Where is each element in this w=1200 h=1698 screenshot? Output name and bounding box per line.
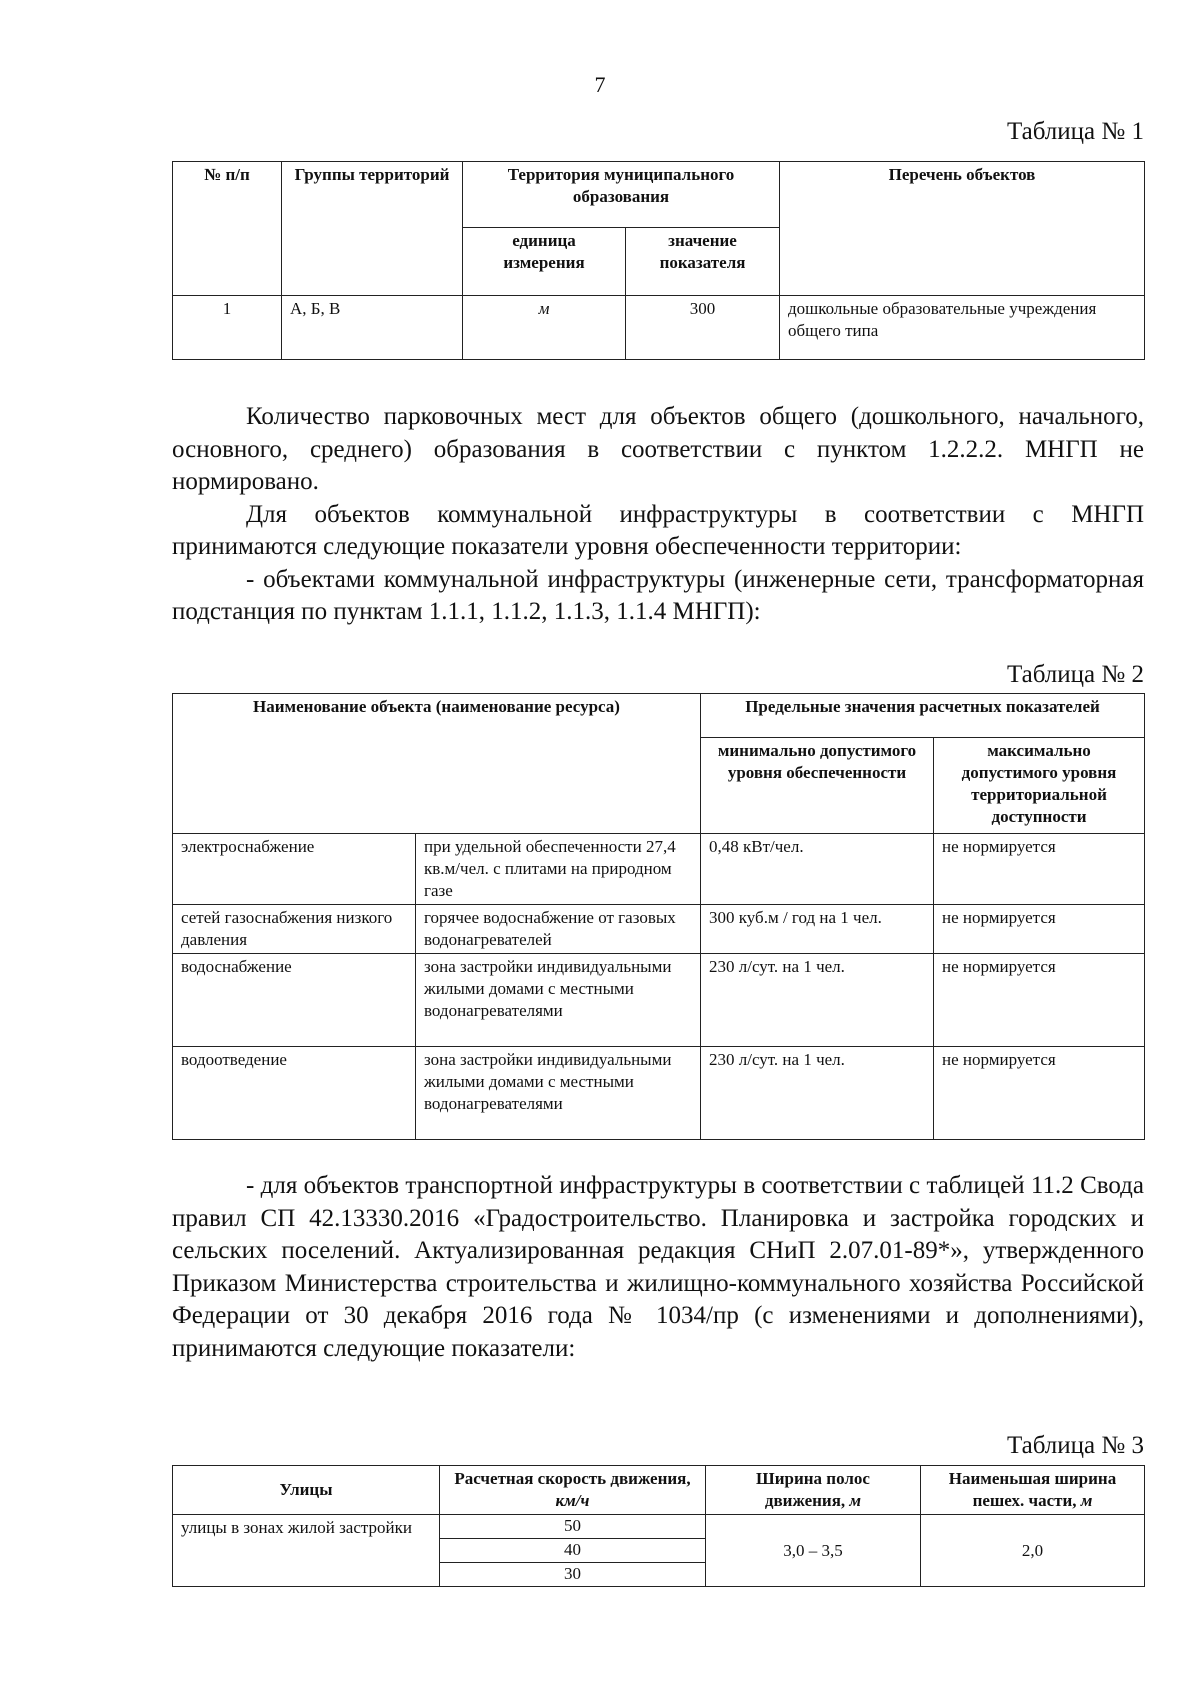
t3-header-walk — [921, 1466, 1145, 1515]
t2-cell-min: 230 л/сут. на 1 чел. — [701, 1047, 934, 1140]
t3-header-streets: Улицы — [173, 1466, 440, 1515]
t1-header-groups: Группы территорий — [282, 162, 463, 296]
t2-header-max: максимально допустимого уровня территориальной доступности — [934, 738, 1145, 834]
paragraph: Для объектов коммунальной инфраструктуры в соответствии с МНГП принимаются следующие показатели уровня обеспеченности территории: — [172, 500, 1144, 560]
t2-cell-max: не нормируется — [934, 954, 1145, 1047]
t2-header-name: Наименование объекта (наименование ресурса) — [173, 694, 701, 834]
t2-header-limits: Предельные значения расчетных показателей — [701, 694, 1145, 738]
table-row — [173, 296, 1145, 360]
t3-cell-walk: 2,0 — [921, 1515, 1145, 1587]
t3-header-walk-label: Наименьшая ширина пешех. части, — [948, 1469, 1117, 1510]
t2-cell-min: 230 л/сут. на 1 чел. — [701, 954, 934, 1047]
t3-cell-speed: 40 — [440, 1539, 706, 1563]
table-row — [173, 1515, 1145, 1539]
t3-header-speed-unit: км/ч — [555, 1491, 590, 1510]
t2-cell-cond: горячее водоснабжение от газовых водонагревателей — [416, 905, 701, 954]
t2-cell-max: не нормируется — [934, 905, 1145, 954]
table-row — [173, 954, 1145, 1047]
t2-cell-max: не нормируется — [934, 834, 1145, 905]
table3-caption: Таблица № 3 — [1006, 1432, 1144, 1459]
t2-cell-cond: зона застройки индивидуальными жилыми домами с местными водонагревателями — [416, 1047, 701, 1140]
table3 — [172, 1465, 1145, 1587]
paragraph: Количество парковочных мест для объектов общего (дошкольного, начального, основного, среднего) образования в соответствии с пунктом 1.2.2.2. МНГП не нормировано. — [172, 403, 1144, 495]
t3-cell-speed: 50 — [440, 1515, 706, 1539]
t2-cell-min: 300 куб.м / год на 1 чел. — [701, 905, 934, 954]
t1-header-territory: Территория муниципального образования — [463, 162, 780, 228]
t3-header-walk-unit: м — [1080, 1491, 1093, 1510]
paragraph: - объектами коммунальной инфраструктуры (инженерные сети, трансформаторная подстанция по пунктам 1.1.1, 1.1.2, 1.1.3, 1.1.4 МНГП): — [172, 565, 1144, 625]
t3-header-speed-label: Расчетная скорость движения, — [454, 1469, 691, 1488]
table-row — [173, 834, 1145, 905]
table2-caption: Таблица № 2 — [1006, 661, 1144, 688]
t2-cell-name: водоотведение — [173, 1047, 416, 1140]
table2 — [172, 693, 1145, 1140]
t2-cell-min: 0,48 кВт/чел. — [701, 834, 934, 905]
t3-header-lane — [706, 1466, 921, 1515]
t3-cell-street: улицы в зонах жилой застройки — [173, 1515, 440, 1587]
t1-cell-objects: дошкольные образовательные учреждения общего типа — [780, 296, 1145, 360]
table-row — [173, 1047, 1145, 1140]
t1-cell-groups: А, Б, В — [282, 296, 463, 360]
table-row — [173, 905, 1145, 954]
t3-cell-lane: 3,0 – 3,5 — [706, 1515, 921, 1587]
t3-cell-speed: 30 — [440, 1563, 706, 1587]
table1 — [172, 161, 1145, 360]
t2-cell-name: электроснабжение — [173, 834, 416, 905]
t1-cell-num: 1 — [173, 296, 282, 360]
body-text-2 — [172, 1170, 1144, 1365]
t3-header-lane-label: Ширина полос движения, — [756, 1469, 870, 1510]
paragraph: - для объектов транспортной инфраструктуры в соответствии с таблицей 11.2 Свода правил СП 42.13330.2016 «Градостроительство. Планировка и застройка городских и сельских поселений. Актуализированная редакция СНиП 2.07.01-89*», утвержденного Приказом Министерства строительства и жилищно-коммунального хозяйства Российской Федерации от 30 декабря 2016 года № 1034/пр (с изменениями и дополнениями), принимаются следующие показатели: — [172, 1172, 1144, 1362]
t2-cell-cond: при удельной обеспеченности 27,4 кв.м/чел. с плитами на природном газе — [416, 834, 701, 905]
t1-cell-value: 300 — [626, 296, 780, 360]
t2-cell-name: сетей газоснабжения низкого давления — [173, 905, 416, 954]
t3-header-lane-unit: м — [849, 1491, 862, 1510]
t1-header-num: № п/п — [173, 162, 282, 296]
t1-cell-unit: м — [463, 296, 626, 360]
t2-header-min: минимально допустимого уровня обеспеченности — [701, 738, 934, 834]
t1-header-value: значение показателя — [626, 228, 780, 296]
t2-cell-cond: зона застройки индивидуальными жилыми домами с местными водонагревателями — [416, 954, 701, 1047]
t3-header-speed — [440, 1466, 706, 1515]
t1-header-unit: единица измерения — [463, 228, 626, 296]
page-number: 7 — [594, 72, 606, 97]
t2-cell-max: не нормируется — [934, 1047, 1145, 1140]
body-text-1 — [172, 401, 1144, 629]
table1-caption: Таблица № 1 — [1006, 118, 1144, 145]
t2-cell-name: водоснабжение — [173, 954, 416, 1047]
t1-header-objects: Перечень объектов — [780, 162, 1145, 296]
